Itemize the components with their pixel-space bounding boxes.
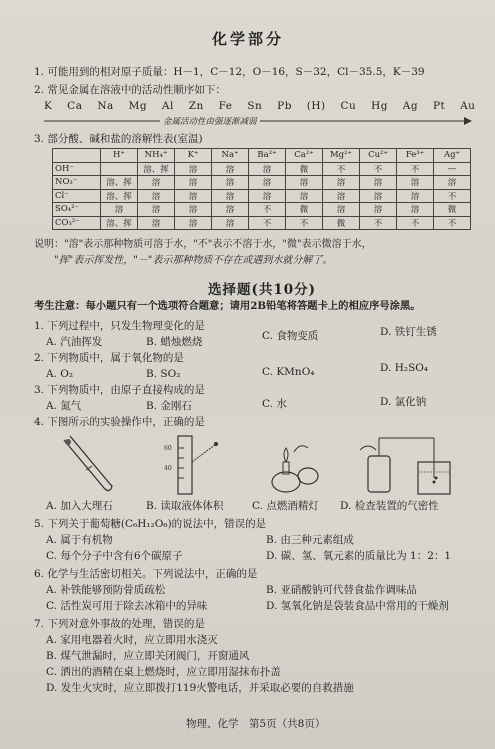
table-cell: 不 xyxy=(249,203,286,217)
table-cell: 溶 xyxy=(212,216,249,230)
instruction xyxy=(34,300,421,313)
table-cell: 不 xyxy=(286,216,323,230)
table-cell: 溶 xyxy=(286,176,323,190)
table-cell: 溶 xyxy=(138,176,175,190)
table-cell: 溶 xyxy=(138,216,175,230)
option-d: D. 检查装置的气密性 xyxy=(340,500,439,512)
table-cell: 溶 xyxy=(323,176,360,190)
table-cell: NH₄⁺ xyxy=(138,149,175,163)
table-cell: 不 xyxy=(360,216,397,230)
option-a: A. 属于有机物 xyxy=(46,534,113,546)
table-cell: 溶 xyxy=(397,176,434,190)
table-cell: 溶 xyxy=(360,203,397,217)
instruction-prefix: 考生注意：每小题只有一个选项符合题意；请用 xyxy=(34,300,251,312)
question-stem: 3. 下列物质中，由原子直接构成的是 xyxy=(34,384,205,396)
table-note-1: 说明："溶"表示那种物质可溶于水，"不"表示不溶于水，"微"表示微溶于水， xyxy=(34,239,372,250)
table-cell: Na⁺ xyxy=(212,149,249,163)
table-cell: 溶 xyxy=(175,176,212,190)
table-cell: 溶 xyxy=(286,189,323,203)
table-cell: 溶 xyxy=(212,176,249,190)
table-cell: 不 xyxy=(397,216,434,230)
table-cell: 溶 xyxy=(175,162,212,176)
table-cell: 溶 xyxy=(138,189,175,203)
table-cell: 溶 xyxy=(212,189,249,203)
table-cell: 微 xyxy=(434,203,471,217)
table-cell: 溶 xyxy=(101,203,138,217)
table-cell: — xyxy=(434,162,471,176)
option-a: A. O₂ xyxy=(46,368,74,380)
table-note-2: "挥"表示挥发性，"－"表示那种物质不存在或遇到水就分解了。 xyxy=(54,255,333,266)
table-cell: H⁺ xyxy=(101,149,138,163)
table-cell: 溶、挥 xyxy=(101,216,138,230)
table-cell: 溶 xyxy=(397,203,434,217)
table-cell: Mg²⁺ xyxy=(323,149,360,163)
table-cell: 溶、挥 xyxy=(101,189,138,203)
section-title: 选择题(共10分) xyxy=(208,282,317,298)
alcohol-lamp-figure xyxy=(264,432,324,500)
table-row xyxy=(53,216,471,230)
airtightness-apparatus-figure xyxy=(358,428,458,500)
question-stem: 5. 下列关于葡萄糖(C₆H₁₂O₆)的说法中，错误的是 xyxy=(34,518,267,530)
table-cell: OH⁻ xyxy=(53,162,101,176)
table-cell: SO₄²⁻ xyxy=(53,203,101,217)
option-b: B. 金刚石 xyxy=(146,400,192,412)
table-cell: 溶 xyxy=(249,189,286,203)
table-cell: 微 xyxy=(286,203,323,217)
table-cell: 溶 xyxy=(434,176,471,190)
option-d: D. 发生火灾时，应立即拨打119火警电话，并采取必要的自救措施 xyxy=(46,682,354,694)
table-cell: 不 xyxy=(249,216,286,230)
table-cell: 溶、挥 xyxy=(101,176,138,190)
table-cell: 溶 xyxy=(212,203,249,217)
table-header-row xyxy=(53,149,471,163)
table-cell: 溶 xyxy=(249,176,286,190)
table-cell: 溶 xyxy=(175,216,212,230)
table-cell: 溶 xyxy=(212,162,249,176)
table-cell: 溶、挥 xyxy=(138,162,175,176)
activity-series: K Ca Na Mg Al Zn Fe Sn Pb (H) Cu Hg Ag Pt Au xyxy=(44,100,476,112)
table-cell: Cu²⁺ xyxy=(360,149,397,163)
activity-arrow-label: 金属活动性由强逐渐减弱 xyxy=(160,115,260,127)
option-c: C. 点燃酒精灯 xyxy=(252,500,319,512)
option-a: A. 加入大理石 xyxy=(46,500,113,512)
instruction-suffix: 2B铅笔将答题卡上的相应序号涂黑。 xyxy=(250,300,421,312)
table-cell: 溶 xyxy=(360,176,397,190)
table-cell: 溶 xyxy=(360,189,397,203)
option-d: D. 氯化钠 xyxy=(380,396,427,408)
option-d: D. 铁钉生锈 xyxy=(380,326,437,338)
option-a: A. 汽油挥发 xyxy=(46,336,103,348)
table-cell: 溶 xyxy=(323,189,360,203)
test-tube-marble-figure xyxy=(56,430,116,500)
option-b: B. 读取液体体积 xyxy=(146,500,224,512)
table-cell: Ca²⁺ xyxy=(286,149,323,163)
option-c: C. 食物变质 xyxy=(262,330,319,342)
table-cell: CO₃²⁻ xyxy=(53,216,101,230)
atomic-masses-line: 1. 可能用到的相对原子质量：H－1，C－12，O－16，S－32，Cl－35.5，K－39 xyxy=(34,66,425,78)
page-title: 化学部分 xyxy=(212,30,285,48)
table-cell xyxy=(53,149,101,163)
option-c: C. 水 xyxy=(262,398,287,410)
table-cell: 不 xyxy=(434,189,471,203)
option-c: C. KMnO₄ xyxy=(262,366,315,378)
table-cell: K⁺ xyxy=(175,149,212,163)
solubility-label: 3. 部分酸、碱和盐的溶解性表(室温) xyxy=(34,133,203,145)
question-stem: 4. 下图所示的实验操作中，正确的是 xyxy=(34,416,205,428)
option-a: A. 氮气 xyxy=(46,400,82,412)
option-b: B. 由三种元素组成 xyxy=(266,534,354,546)
table-cell: Fe³⁺ xyxy=(397,149,434,163)
option-c: C. 活性炭可用于除去冰箱中的异味 xyxy=(46,600,208,612)
option-b: B. 煤气泄漏时，应立即关闭阀门，开窗通风 xyxy=(46,650,250,662)
table-cell: 溶 xyxy=(175,203,212,217)
option-d: D. 氢氧化钠是袋装食品中常用的干燥剂 xyxy=(266,600,449,612)
table-cell: 溶 xyxy=(175,189,212,203)
table-row xyxy=(53,176,471,190)
question-stem: 7. 下列对意外事故的处理，错误的是 xyxy=(34,618,205,630)
table-cell: 微 xyxy=(323,216,360,230)
svg-text:40: 40 xyxy=(164,465,172,472)
table-cell: 溶 xyxy=(249,162,286,176)
table-cell: Cl⁻ xyxy=(53,189,101,203)
option-b: B. 亚硝酸钠可代替食盐作调味品 xyxy=(266,584,417,596)
option-a: A. 家用电器着火时，应立即用水浇灭 xyxy=(46,634,218,646)
option-c: C. 洒出的酒精在桌上燃烧时，应立即用湿抹布扑盖 xyxy=(46,666,281,678)
table-cell: 不 xyxy=(434,216,471,230)
table-row xyxy=(53,189,471,203)
table-cell: 不 xyxy=(360,162,397,176)
question-stem: 6. 化学与生活密切相关。下列说法中，正确的是 xyxy=(34,568,258,580)
table-cell: 不 xyxy=(397,162,434,176)
table-cell: 微 xyxy=(286,162,323,176)
solubility-table xyxy=(52,148,471,230)
option-d: D. H₂SO₄ xyxy=(380,362,429,374)
option-d: D. 碳、氢、氧元素的质量比为 1：2：1 xyxy=(266,550,452,562)
option-a: A. 补铁能够预防骨质疏松 xyxy=(46,584,166,596)
option-b: B. SO₂ xyxy=(146,368,181,380)
table-cell: Ba²⁺ xyxy=(249,149,286,163)
question-stem: 2. 下列物质中，属于氧化物的是 xyxy=(34,352,184,364)
table-cell: 溶 xyxy=(138,203,175,217)
option-b: B. 蜡烛燃烧 xyxy=(146,336,203,348)
table-cell: 不 xyxy=(323,162,360,176)
table-row xyxy=(53,162,471,176)
question-stem: 1. 下列过程中，只发生物理变化的是 xyxy=(34,320,205,332)
table-cell: NO₃⁻ xyxy=(53,176,101,190)
activity-series-label: 2. 常见金属在溶液中的活动性顺序如下： xyxy=(34,84,226,96)
table-cell: Ag⁺ xyxy=(434,149,471,163)
table-cell: 溶 xyxy=(397,189,434,203)
table-row xyxy=(53,203,471,217)
graduated-cylinder-figure xyxy=(160,430,220,500)
table-cell: 溶 xyxy=(323,203,360,217)
svg-text:60: 60 xyxy=(164,445,172,452)
option-c: C. 每个分子中含有6个碳原子 xyxy=(46,550,183,562)
page-footer: 物理、化学 第5页（共8页） xyxy=(186,718,326,730)
table-cell xyxy=(101,162,138,176)
